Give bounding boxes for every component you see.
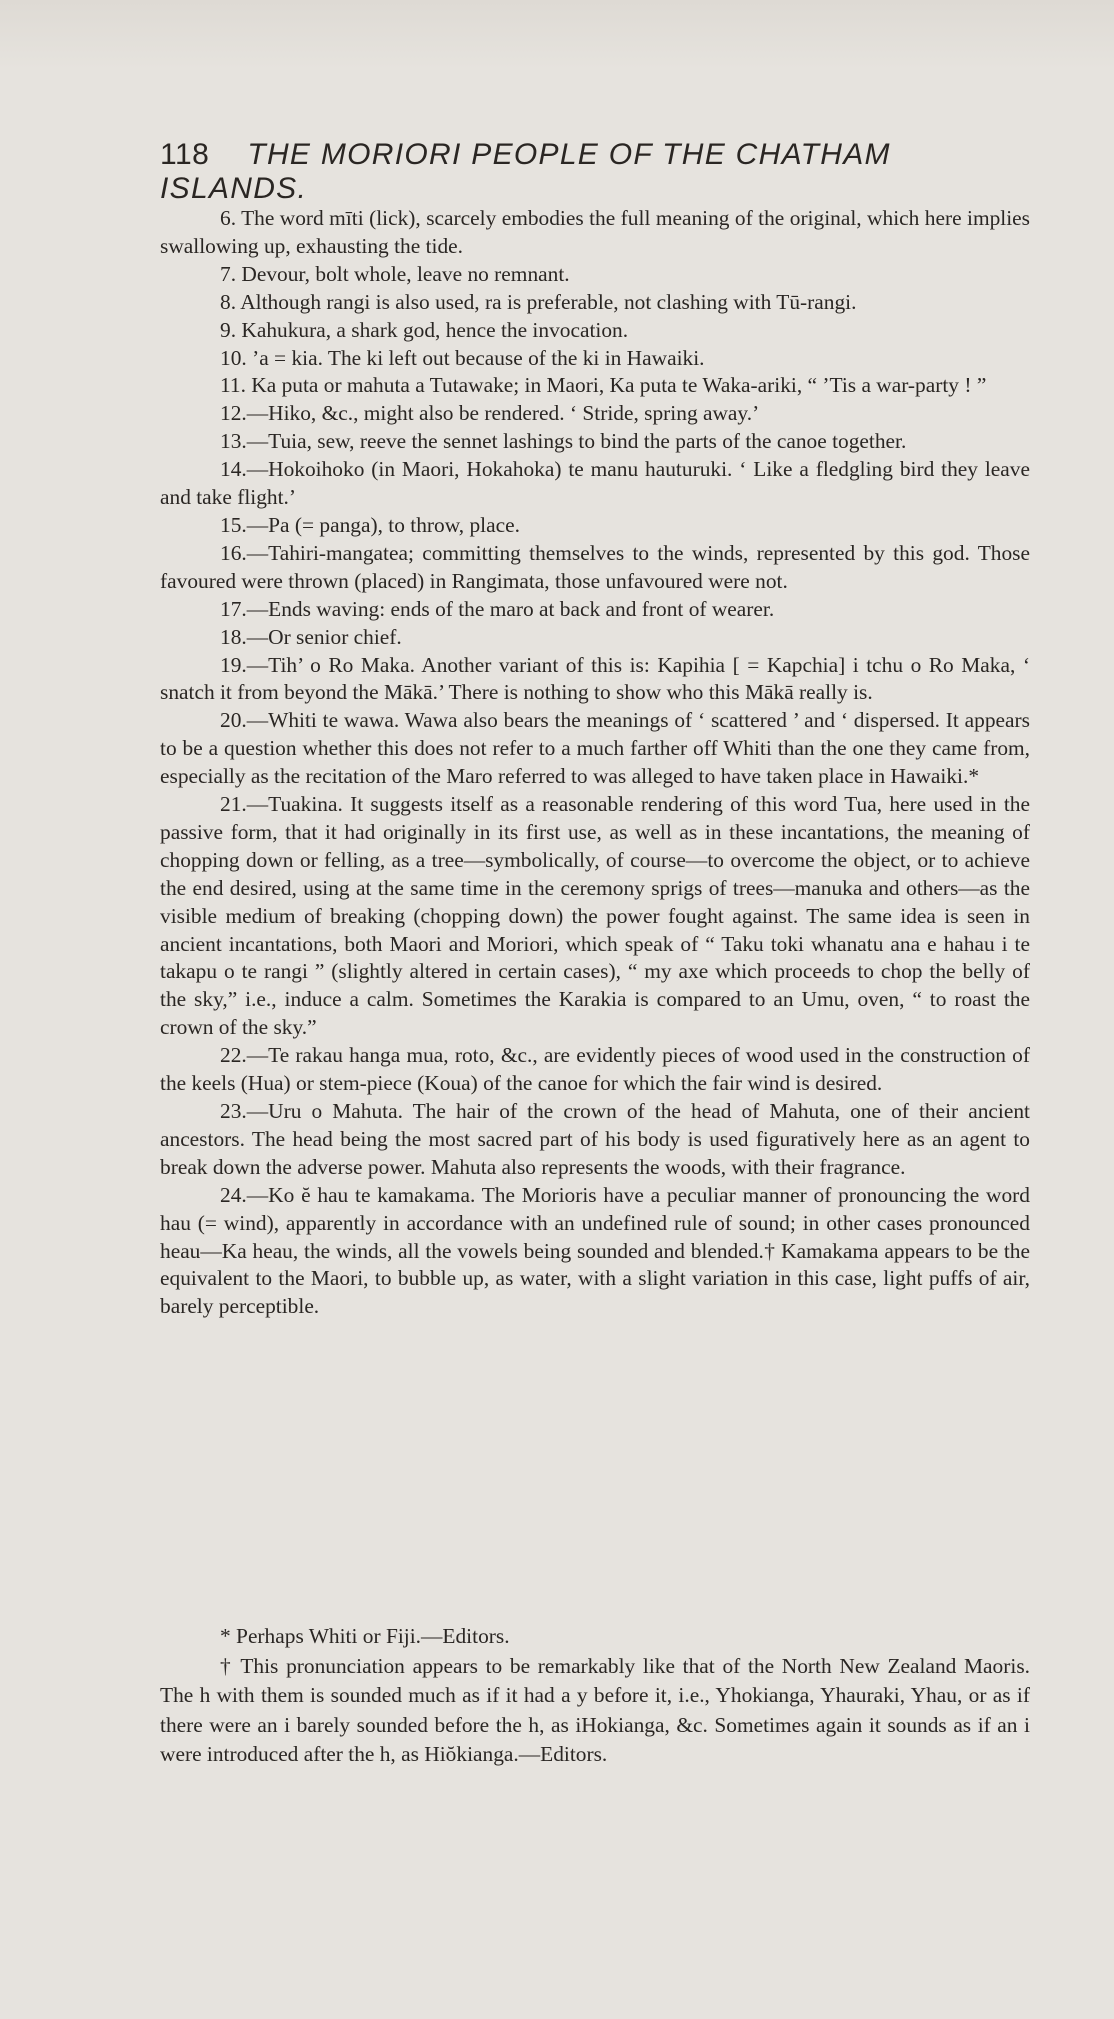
note-23: 23.—Uru o Mahuta. The hair of the crown of the head of Mahuta, one of their ancient ancestors. The head being the most sacred part of his body is used figuratively here as an agent to break down the adverse power. Mahuta also represents the woods, with their fragrance. — [160, 1099, 1030, 1179]
note-12: 12.—Hiko, &c., might also be rendered. ‘ Stride, spring away.’ — [220, 401, 760, 426]
note-14: 14.—Hokoihoko (in Maori, Hokahoka) te manu hauturuki. ‘ Like a fledgling bird they leave and take flight.’ — [160, 457, 1030, 510]
note-13: 13.—Tuia, sew, reeve the sennet lashings to bind the parts of the canoe together. — [220, 429, 907, 454]
note-9: 9. Kahukura, a shark god, hence the invocation. — [220, 317, 629, 342]
note-20: 20.—Whiti te wawa. Wawa also bears the meanings of ‘ scattered ’ and ‘ dispersed. It appears to be a question whether this does not refer to a much farther off Whiti than the one they came from, especially as the recitation of the Maro referred to was alleged to have taken place in Hawaiki.* — [160, 708, 1030, 789]
note-10: 10. ’a = kia. The ki left out because of the ki in Hawaiki. — [220, 345, 705, 370]
running-title: THE MORIORI PEOPLE OF THE CHATHAM ISLANDS. — [160, 138, 891, 205]
page-number: 118 — [160, 138, 210, 171]
note-24: 24.—Ko ĕ hau te kamakama. The Morioris have a peculiar manner of pronouncing the word hau (= wind), apparently in accordance with an undefined rule of sound; in other cases pronounced heau—Ka heau, the winds, all the vowels being sounded and blended.† Kamakama appears to be the equivalent to the Maori, to bubble up, as water, with a slight variation in this case, light puffs of air, barely perceptible. — [160, 1182, 1030, 1319]
footnotes — [160, 1622, 1030, 1770]
note-8: 8. Although rangi is also used, ra is preferable, not clashing with Tū-rangi. — [220, 289, 857, 314]
notes-body — [160, 205, 1030, 1321]
note-7: 7. Devour, bolt whole, leave no remnant. — [220, 261, 570, 286]
note-19: 19.—Tih’ o Ro Maka. Another variant of this is: Kapihia [ = Kapchia] i tchu o Ro Maka, ‘ snatch it from beyond the Mākā.’ There is nothing to show who this Mākā really is. — [160, 652, 1030, 705]
note-18: 18.—Or senior chief. — [220, 624, 402, 649]
note-11: 11. Ka puta or mahuta a Tutawake; in Maori, Ka puta te Waka-ariki, “ ’Tis a war-party ! ” — [220, 373, 987, 398]
note-22: 22.—Te rakau hanga mua, roto, &c., are evidently pieces of wood used in the construction of the keels (Hua) or stem-piece (Koua) of the canoe for which the fair wind is desired. — [160, 1043, 1030, 1096]
page-header — [160, 138, 950, 206]
note-17: 17.—Ends waving: ends of the maro at back and front of wearer. — [220, 596, 775, 621]
footnote-asterisk: * Perhaps Whiti or Fiji.—Editors. — [220, 1624, 510, 1648]
note-16: 16.—Tahiri-mangatea; committing themselves to the winds, represented by this god. Those favoured were thrown (placed) in Rangimata, those unfavoured were not. — [160, 540, 1030, 593]
note-15: 15.—Pa (= panga), to throw, place. — [220, 512, 520, 537]
note-21: 21.—Tuakina. It suggests itself as a reasonable rendering of this word Tua, here used in the passive form, that it had originally in its first use, as well as in these incantations, the meaning of chopping down or felling, as a tree—symbolically, of course—to overcome the object, or to achieve the end desired, using at the same time in the ceremony sprigs of trees—manuka and others—as the visible medium of breaking (chopping down) the power fought against. The same idea is seen in ancient incantations, both Maori and Moriori, which speak of “ Taku toki whanatu ana e hahau i te takapu o te rangi ” (slightly altered in certain cases), “ my axe which proceeds to chop the belly of the sky,” i.e., induce a calm. Sometimes the Karakia is compared to an Umu, oven, “ to roast the crown of the sky.” — [160, 792, 1030, 1040]
footnote-dagger: † This pronunciation appears to be remarkably like that of the North New Zealand Maoris. The h with them is sounded much as if it had a y before it, i.e., Yhokianga, Yhauraki, Yhau, or as if there were an i barely sounded before the h, as iHokianga, &c. Sometimes again it sounds as if an i were introduced after the h, as Hiŏkianga.—Editors. — [160, 1653, 1030, 1766]
note-6: 6. The word mīti (lick), scarcely embodies the full meaning of the original, which here implies swallowing up, exhausting the tide. — [160, 206, 1030, 258]
